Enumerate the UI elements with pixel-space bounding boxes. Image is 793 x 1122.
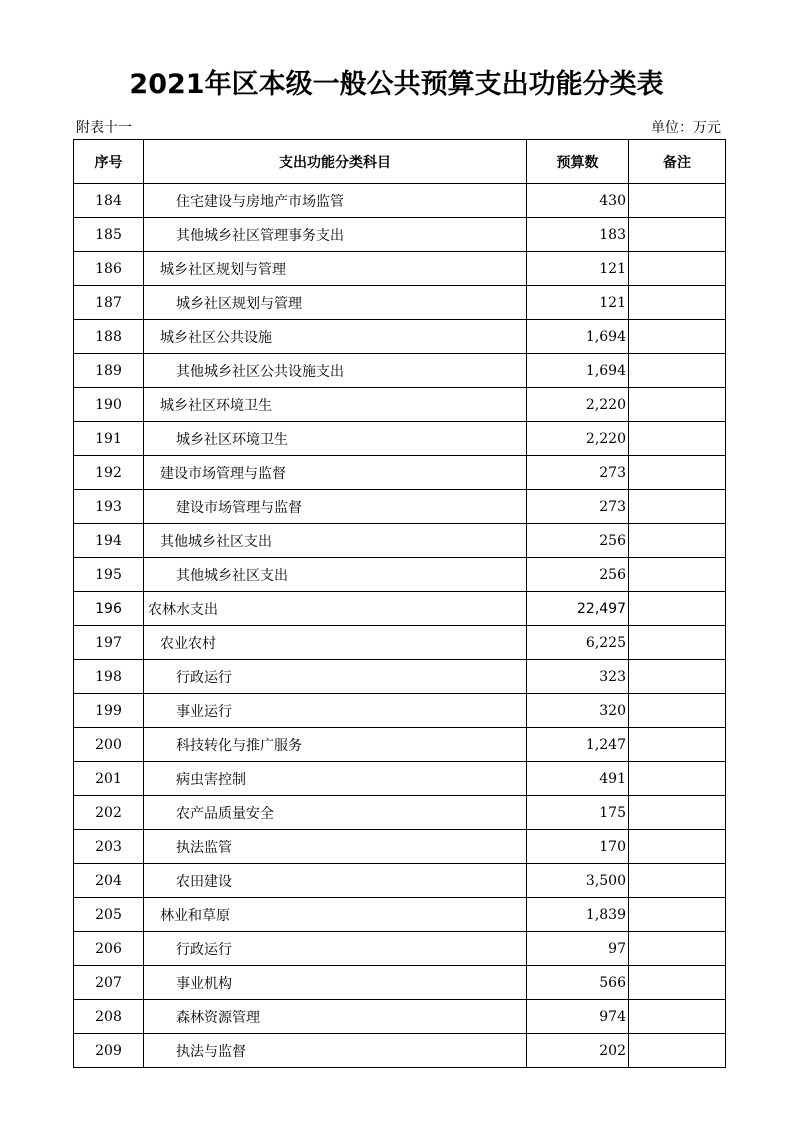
table-row (74, 1034, 726, 1068)
row-category: 执法与监督 (144, 1034, 527, 1068)
table-row (74, 320, 726, 354)
row-category: 科技转化与推广服务 (144, 728, 527, 762)
row-budget-amount: 3,500 (527, 864, 629, 898)
table-row (74, 456, 726, 490)
row-budget-amount: 170 (527, 830, 629, 864)
row-category: 建设市场管理与监督 (144, 490, 527, 524)
budget-table (73, 139, 726, 1068)
row-category: 林业和草原 (144, 898, 527, 932)
table-row (74, 354, 726, 388)
row-category: 城乡社区公共设施 (144, 320, 527, 354)
row-remarks (629, 252, 726, 286)
table-row (74, 864, 726, 898)
row-remarks (629, 830, 726, 864)
row-category: 住宅建设与房地产市场监管 (144, 184, 527, 218)
row-category: 行政运行 (144, 660, 527, 694)
row-category: 城乡社区环境卫生 (144, 422, 527, 456)
row-category: 其他城乡社区支出 (144, 524, 527, 558)
table-row (74, 694, 726, 728)
row-remarks (629, 388, 726, 422)
row-category: 城乡社区环境卫生 (144, 388, 527, 422)
row-remarks (629, 354, 726, 388)
table-row (74, 898, 726, 932)
row-category: 其他城乡社区管理事务支出 (144, 218, 527, 252)
row-category: 城乡社区规划与管理 (144, 286, 527, 320)
table-header-row (74, 140, 726, 184)
column-header-category: 支出功能分类科目 (144, 140, 527, 184)
row-budget-amount: 323 (527, 660, 629, 694)
row-remarks (629, 626, 726, 660)
row-index: 190 (74, 388, 144, 422)
table-row (74, 966, 726, 1000)
row-remarks (629, 898, 726, 932)
row-category: 其他城乡社区支出 (144, 558, 527, 592)
row-remarks (629, 932, 726, 966)
row-remarks (629, 1034, 726, 1068)
row-index: 204 (74, 864, 144, 898)
row-index: 196 (74, 592, 144, 626)
table-row (74, 796, 726, 830)
row-index: 207 (74, 966, 144, 1000)
table-row (74, 184, 726, 218)
row-remarks (629, 558, 726, 592)
row-budget-amount: 1,694 (527, 320, 629, 354)
row-index: 200 (74, 728, 144, 762)
row-remarks (629, 184, 726, 218)
table-row (74, 286, 726, 320)
row-index: 205 (74, 898, 144, 932)
row-budget-amount: 1,839 (527, 898, 629, 932)
table-row (74, 1000, 726, 1034)
row-remarks (629, 660, 726, 694)
row-budget-amount: 2,220 (527, 388, 629, 422)
row-index: 199 (74, 694, 144, 728)
row-index: 201 (74, 762, 144, 796)
table-row (74, 252, 726, 286)
row-remarks (629, 490, 726, 524)
row-index: 188 (74, 320, 144, 354)
row-index: 203 (74, 830, 144, 864)
row-category: 城乡社区规划与管理 (144, 252, 527, 286)
table-row (74, 830, 726, 864)
row-budget-amount: 22,497 (527, 592, 629, 626)
row-index: 191 (74, 422, 144, 456)
row-index: 206 (74, 932, 144, 966)
row-budget-amount: 97 (527, 932, 629, 966)
table-row (74, 762, 726, 796)
row-category: 病虫害控制 (144, 762, 527, 796)
table-row (74, 626, 726, 660)
page-title: 2021年区本级一般公共预算支出功能分类表 (129, 69, 664, 100)
row-category: 执法监管 (144, 830, 527, 864)
row-remarks (629, 762, 726, 796)
row-index: 198 (74, 660, 144, 694)
table-row (74, 388, 726, 422)
row-category: 建设市场管理与监督 (144, 456, 527, 490)
row-category: 农田建设 (144, 864, 527, 898)
column-header-budget: 预算数 (527, 140, 629, 184)
table-row (74, 490, 726, 524)
row-index: 193 (74, 490, 144, 524)
row-category: 行政运行 (144, 932, 527, 966)
row-budget-amount: 121 (527, 252, 629, 286)
row-index: 185 (74, 218, 144, 252)
row-category: 农产品质量安全 (144, 796, 527, 830)
row-index: 209 (74, 1034, 144, 1068)
row-remarks (629, 796, 726, 830)
row-budget-amount: 273 (527, 490, 629, 524)
row-remarks (629, 1000, 726, 1034)
table-row (74, 218, 726, 252)
row-budget-amount: 121 (527, 286, 629, 320)
row-remarks (629, 966, 726, 1000)
row-index: 202 (74, 796, 144, 830)
row-category: 其他城乡社区公共设施支出 (144, 354, 527, 388)
table-row (74, 524, 726, 558)
row-budget-amount: 256 (527, 524, 629, 558)
row-remarks (629, 864, 726, 898)
row-index: 184 (74, 184, 144, 218)
row-budget-amount: 1,694 (527, 354, 629, 388)
row-budget-amount: 491 (527, 762, 629, 796)
unit-label: 单位：万元 (651, 120, 721, 136)
row-index: 197 (74, 626, 144, 660)
row-index: 194 (74, 524, 144, 558)
row-budget-amount: 6,225 (527, 626, 629, 660)
row-budget-amount: 566 (527, 966, 629, 1000)
row-remarks (629, 592, 726, 626)
row-budget-amount: 256 (527, 558, 629, 592)
table-row (74, 728, 726, 762)
row-remarks (629, 456, 726, 490)
row-category: 事业运行 (144, 694, 527, 728)
row-index: 195 (74, 558, 144, 592)
row-budget-amount: 2,220 (527, 422, 629, 456)
row-remarks (629, 218, 726, 252)
row-category: 农业农村 (144, 626, 527, 660)
row-budget-amount: 183 (527, 218, 629, 252)
row-budget-amount: 320 (527, 694, 629, 728)
row-category: 森林资源管理 (144, 1000, 527, 1034)
row-index: 208 (74, 1000, 144, 1034)
attachment-label: 附表十一 (76, 120, 132, 136)
row-remarks (629, 422, 726, 456)
column-header-index: 序号 (74, 140, 144, 184)
row-remarks (629, 728, 726, 762)
row-index: 186 (74, 252, 144, 286)
row-index: 187 (74, 286, 144, 320)
row-budget-amount: 974 (527, 1000, 629, 1034)
row-category: 事业机构 (144, 966, 527, 1000)
table-row (74, 592, 726, 626)
row-budget-amount: 430 (527, 184, 629, 218)
table-row (74, 422, 726, 456)
row-index: 192 (74, 456, 144, 490)
table-row (74, 932, 726, 966)
row-remarks (629, 320, 726, 354)
row-budget-amount: 175 (527, 796, 629, 830)
row-index: 189 (74, 354, 144, 388)
row-category: 农林水支出 (144, 592, 527, 626)
row-remarks (629, 286, 726, 320)
row-budget-amount: 273 (527, 456, 629, 490)
row-remarks (629, 524, 726, 558)
row-budget-amount: 1,247 (527, 728, 629, 762)
table-row (74, 660, 726, 694)
table-row (74, 558, 726, 592)
row-budget-amount: 202 (527, 1034, 629, 1068)
column-header-remarks: 备注 (629, 140, 726, 184)
row-remarks (629, 694, 726, 728)
